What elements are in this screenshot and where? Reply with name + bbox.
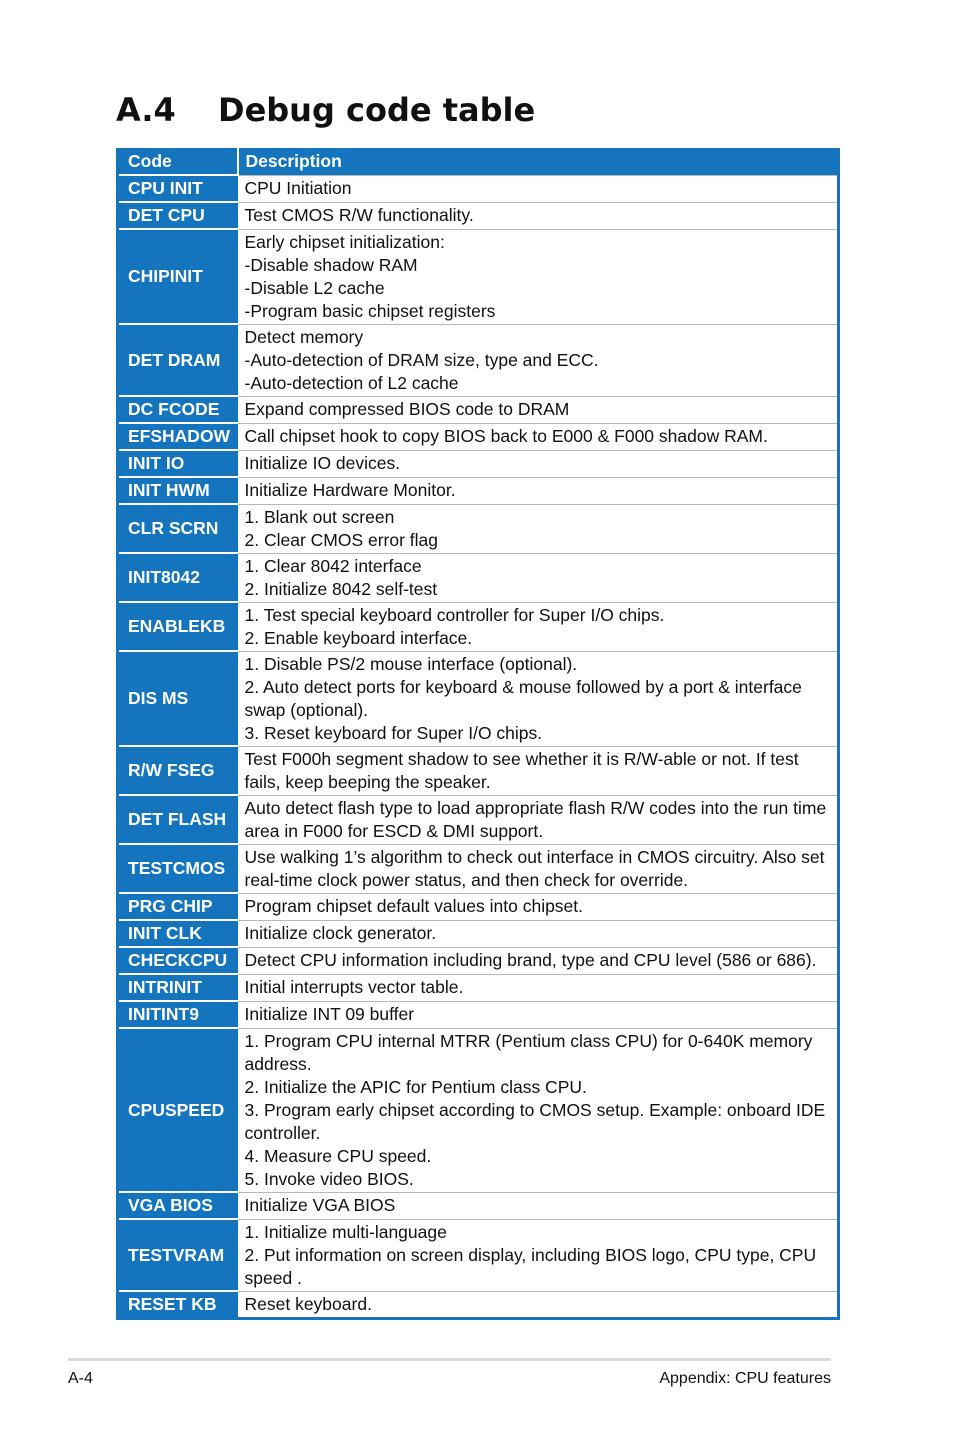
description-cell [238, 602, 839, 651]
table-row [118, 920, 839, 947]
description-line: -Auto-detection of DRAM size, type and ECC. [244, 349, 599, 370]
description-line: -Disable shadow RAM [244, 254, 418, 275]
description-line: 2. Enable keyboard interface. [244, 627, 473, 648]
page-number: A-4 [68, 1370, 93, 1387]
debug-code-cell: VGA BIOS [118, 1192, 238, 1219]
description-cell [238, 1192, 839, 1219]
description-cell [238, 1219, 839, 1291]
debug-code-cell: ENABLEKB [118, 602, 238, 651]
description-cell [238, 477, 839, 504]
table-row [118, 477, 839, 504]
debug-code-cell: RESET KB [118, 1291, 238, 1319]
description-line: 4. Measure CPU speed. [244, 1145, 432, 1166]
description-line: Initialize Hardware Monitor. [244, 480, 456, 500]
debug-code-cell: TESTCMOS [118, 844, 238, 893]
description-line: controller. [244, 1122, 321, 1143]
description-line: Initialize clock generator. [244, 923, 437, 943]
description-cell [238, 974, 839, 1001]
table-row [118, 423, 839, 450]
description-cell [238, 450, 839, 477]
section-title: Debug code table [218, 91, 536, 129]
description-cell [238, 844, 839, 893]
description-line: address. [244, 1053, 312, 1074]
description-line: Use walking 1’s algorithm to check out interface in CMOS circuitry. Also set [244, 846, 825, 867]
description-cell [238, 920, 839, 947]
description-line: Test F000h segment shadow to see whether it is R/W-able or not. If test [244, 748, 799, 769]
description-line: 3. Program early chipset according to CMOS setup. Example: onboard IDE [244, 1099, 826, 1120]
description-cell [238, 396, 839, 423]
debug-code-cell: PRG CHIP [118, 893, 238, 920]
description-line: Reset keyboard. [244, 1293, 372, 1314]
debug-code-cell: DC FCODE [118, 396, 238, 423]
page-title [116, 88, 535, 132]
description-cell [238, 553, 839, 602]
description-line: fails, keep beeping the speaker. [244, 771, 491, 792]
description-line: Auto detect flash type to load appropriate flash R/W codes into the run time [244, 797, 827, 818]
debug-code-table [116, 148, 840, 1320]
table-row [118, 795, 839, 844]
description-cell [238, 175, 839, 202]
debug-code-cell: DET CPU [118, 202, 238, 229]
description-cell [238, 746, 839, 795]
description-line: -Disable L2 cache [244, 277, 385, 298]
chapter-name: Appendix: CPU features [659, 1370, 831, 1387]
debug-code-cell: INIT CLK [118, 920, 238, 947]
column-header-code: Code [118, 148, 238, 175]
debug-code-cell: DET FLASH [118, 795, 238, 844]
table-row [118, 229, 839, 324]
description-line: swap (optional). [244, 699, 369, 720]
description-line: Program chipset default values into chipset. [244, 896, 584, 916]
description-cell [238, 324, 839, 396]
description-cell [238, 947, 839, 974]
description-line: -Auto-detection of L2 cache [244, 372, 459, 393]
description-line: 5. Invoke video BIOS. [244, 1168, 414, 1189]
table-header-row [118, 148, 839, 175]
description-cell [238, 229, 839, 324]
debug-code-cell: CLR SCRN [118, 504, 238, 553]
debug-code-cell: R/W FSEG [118, 746, 238, 795]
debug-code-cell: EFSHADOW [118, 423, 238, 450]
description-line: 2. Clear CMOS error flag [244, 529, 439, 550]
description-line: 1. Clear 8042 interface [244, 555, 422, 576]
description-line: Initialize INT 09 buffer [244, 1004, 415, 1024]
description-line: CPU Initiation [244, 178, 352, 198]
description-line: Call chipset hook to copy BIOS back to E000 & F000 shadow RAM. [244, 426, 768, 446]
description-cell [238, 893, 839, 920]
description-line: Expand compressed BIOS code to DRAM [244, 399, 570, 419]
table-row [118, 602, 839, 651]
debug-code-cell: CHECKCPU [118, 947, 238, 974]
description-cell [238, 1001, 839, 1028]
table-row [118, 1001, 839, 1028]
description-line: real-time clock power status, and then check for override. [244, 869, 689, 890]
table-row [118, 893, 839, 920]
table-row [118, 504, 839, 553]
description-cell [238, 504, 839, 553]
description-line: 1. Program CPU internal MTRR (Pentium class CPU) for 0-640K memory [244, 1030, 813, 1051]
table-row [118, 651, 839, 746]
description-line: 1. Test special keyboard controller for Super I/O chips. [244, 604, 665, 625]
description-line: 2. Auto detect ports for keyboard & mouse followed by a port & interface [244, 676, 802, 697]
table-row [118, 202, 839, 229]
description-line: Initial interrupts vector table. [244, 977, 464, 997]
description-line: 3. Reset keyboard for Super I/O chips. [244, 722, 543, 743]
description-line: Early chipset initialization: [244, 231, 445, 252]
description-line: speed . [244, 1267, 302, 1288]
description-cell [238, 795, 839, 844]
table-row [118, 175, 839, 202]
debug-code-cell: CHIPINIT [118, 229, 238, 324]
description-line: Initialize IO devices. [244, 453, 401, 473]
description-line: 2. Initialize 8042 self-test [244, 578, 438, 599]
description-line: Detect CPU information including brand, type and CPU level (586 or 686). [244, 950, 817, 970]
table-row [118, 396, 839, 423]
table-row [118, 844, 839, 893]
debug-code-cell: TESTVRAM [118, 1219, 238, 1291]
debug-code-cell: DIS MS [118, 651, 238, 746]
description-cell [238, 1028, 839, 1192]
debug-code-cell: INIT HWM [118, 477, 238, 504]
table-row [118, 1291, 839, 1319]
table-row [118, 1028, 839, 1192]
table-row [118, 947, 839, 974]
table-body [118, 175, 839, 1319]
description-line: Initialize VGA BIOS [244, 1195, 396, 1215]
description-line: 2. Put information on screen display, including BIOS logo, CPU type, CPU [244, 1244, 817, 1265]
table-row [118, 450, 839, 477]
table-row [118, 1219, 839, 1291]
debug-code-cell: CPUSPEED [118, 1028, 238, 1192]
table-row [118, 324, 839, 396]
description-line: 1. Blank out screen [244, 506, 395, 527]
table-row [118, 1192, 839, 1219]
table-row [118, 974, 839, 1001]
description-line: 2. Initialize the APIC for Pentium class CPU. [244, 1076, 587, 1097]
debug-code-cell: INITINT9 [118, 1001, 238, 1028]
debug-code-cell: INIT IO [118, 450, 238, 477]
description-line: -Program basic chipset registers [244, 300, 496, 321]
description-line: 1. Initialize multi-language [244, 1221, 447, 1242]
description-line: area in F000 for ESCD & DMI support. [244, 820, 544, 841]
table-row [118, 553, 839, 602]
debug-code-cell: INTRINIT [118, 974, 238, 1001]
column-header-description: Description [238, 148, 839, 175]
description-cell [238, 1291, 839, 1319]
debug-code-cell: CPU INIT [118, 175, 238, 202]
debug-code-cell: INIT8042 [118, 553, 238, 602]
description-cell [238, 651, 839, 746]
footer-divider [68, 1358, 831, 1361]
description-line: 1. Disable PS/2 mouse interface (optional). [244, 653, 578, 674]
debug-code-cell: DET DRAM [118, 324, 238, 396]
description-line: Test CMOS R/W functionality. [244, 205, 474, 225]
table-row [118, 746, 839, 795]
description-line: Detect memory [244, 326, 364, 347]
section-number: A.4 [116, 91, 176, 129]
description-cell [238, 202, 839, 229]
description-cell [238, 423, 839, 450]
